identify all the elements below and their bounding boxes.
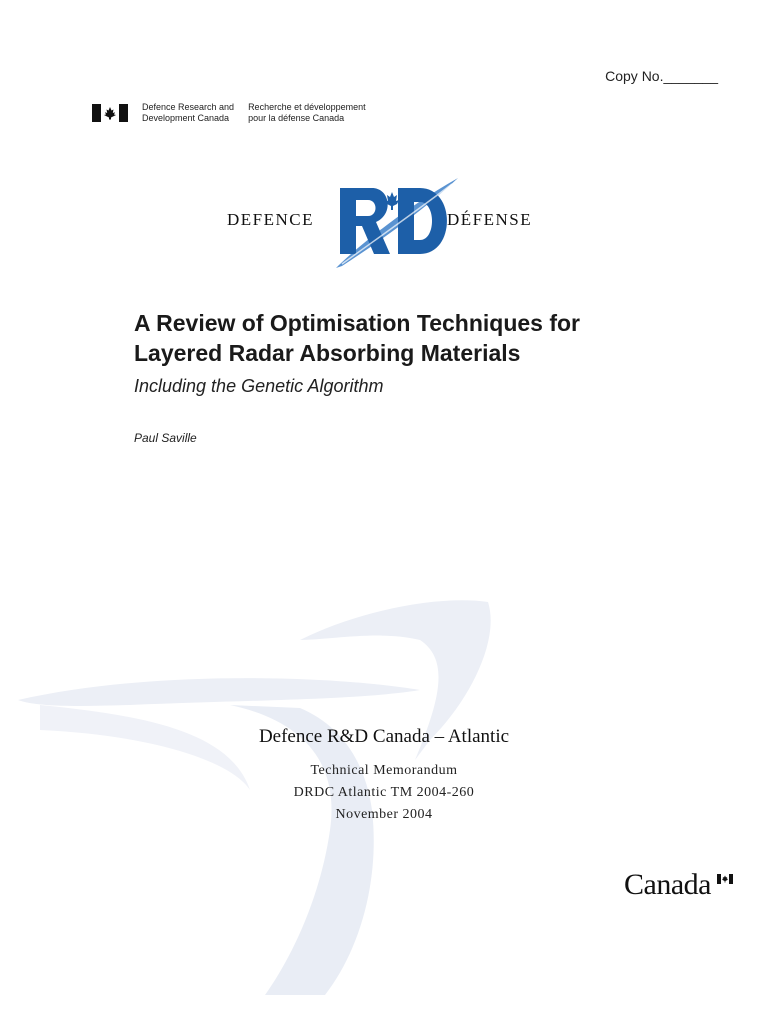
agency-en-line1: Defence Research and [142, 102, 235, 112]
agency-name-french [248, 102, 366, 124]
document-number: DRDC Atlantic TM 2004-260 [293, 785, 475, 800]
canada-wordmark-flag-icon [717, 874, 733, 884]
canada-flag-icon [92, 104, 128, 122]
canada-wordmark: Canada [624, 868, 711, 901]
copy-number-field: Copy No._______ [605, 68, 718, 84]
rd-emblem-icon [328, 176, 462, 272]
title-line-1: A Review of Optimisation Techniques for [134, 310, 580, 336]
document-title [134, 308, 694, 368]
document-subtitle: Including the Genetic Algorithm [134, 376, 384, 396]
title-line-2: Layered Radar Absorbing Materials [134, 340, 521, 366]
document-date: November 2004 [335, 807, 433, 822]
agency-name-english [142, 102, 234, 124]
document-details [0, 760, 768, 826]
author-name: Paul Saville [134, 431, 197, 445]
document-type: Technical Memorandum [310, 763, 458, 778]
rd-logo [0, 176, 768, 272]
agency-en-line2: Development Canada [142, 113, 230, 123]
organization-name: Defence R&D Canada – Atlantic [258, 726, 510, 747]
agency-fr-line1: Recherche et développement [248, 102, 366, 112]
logo-word-defence: DEFENCE [227, 210, 314, 229]
agency-fr-line2: pour la défense Canada [248, 113, 345, 123]
agency-signature [92, 102, 380, 124]
logo-word-defense: DÉFENSE [447, 210, 533, 229]
